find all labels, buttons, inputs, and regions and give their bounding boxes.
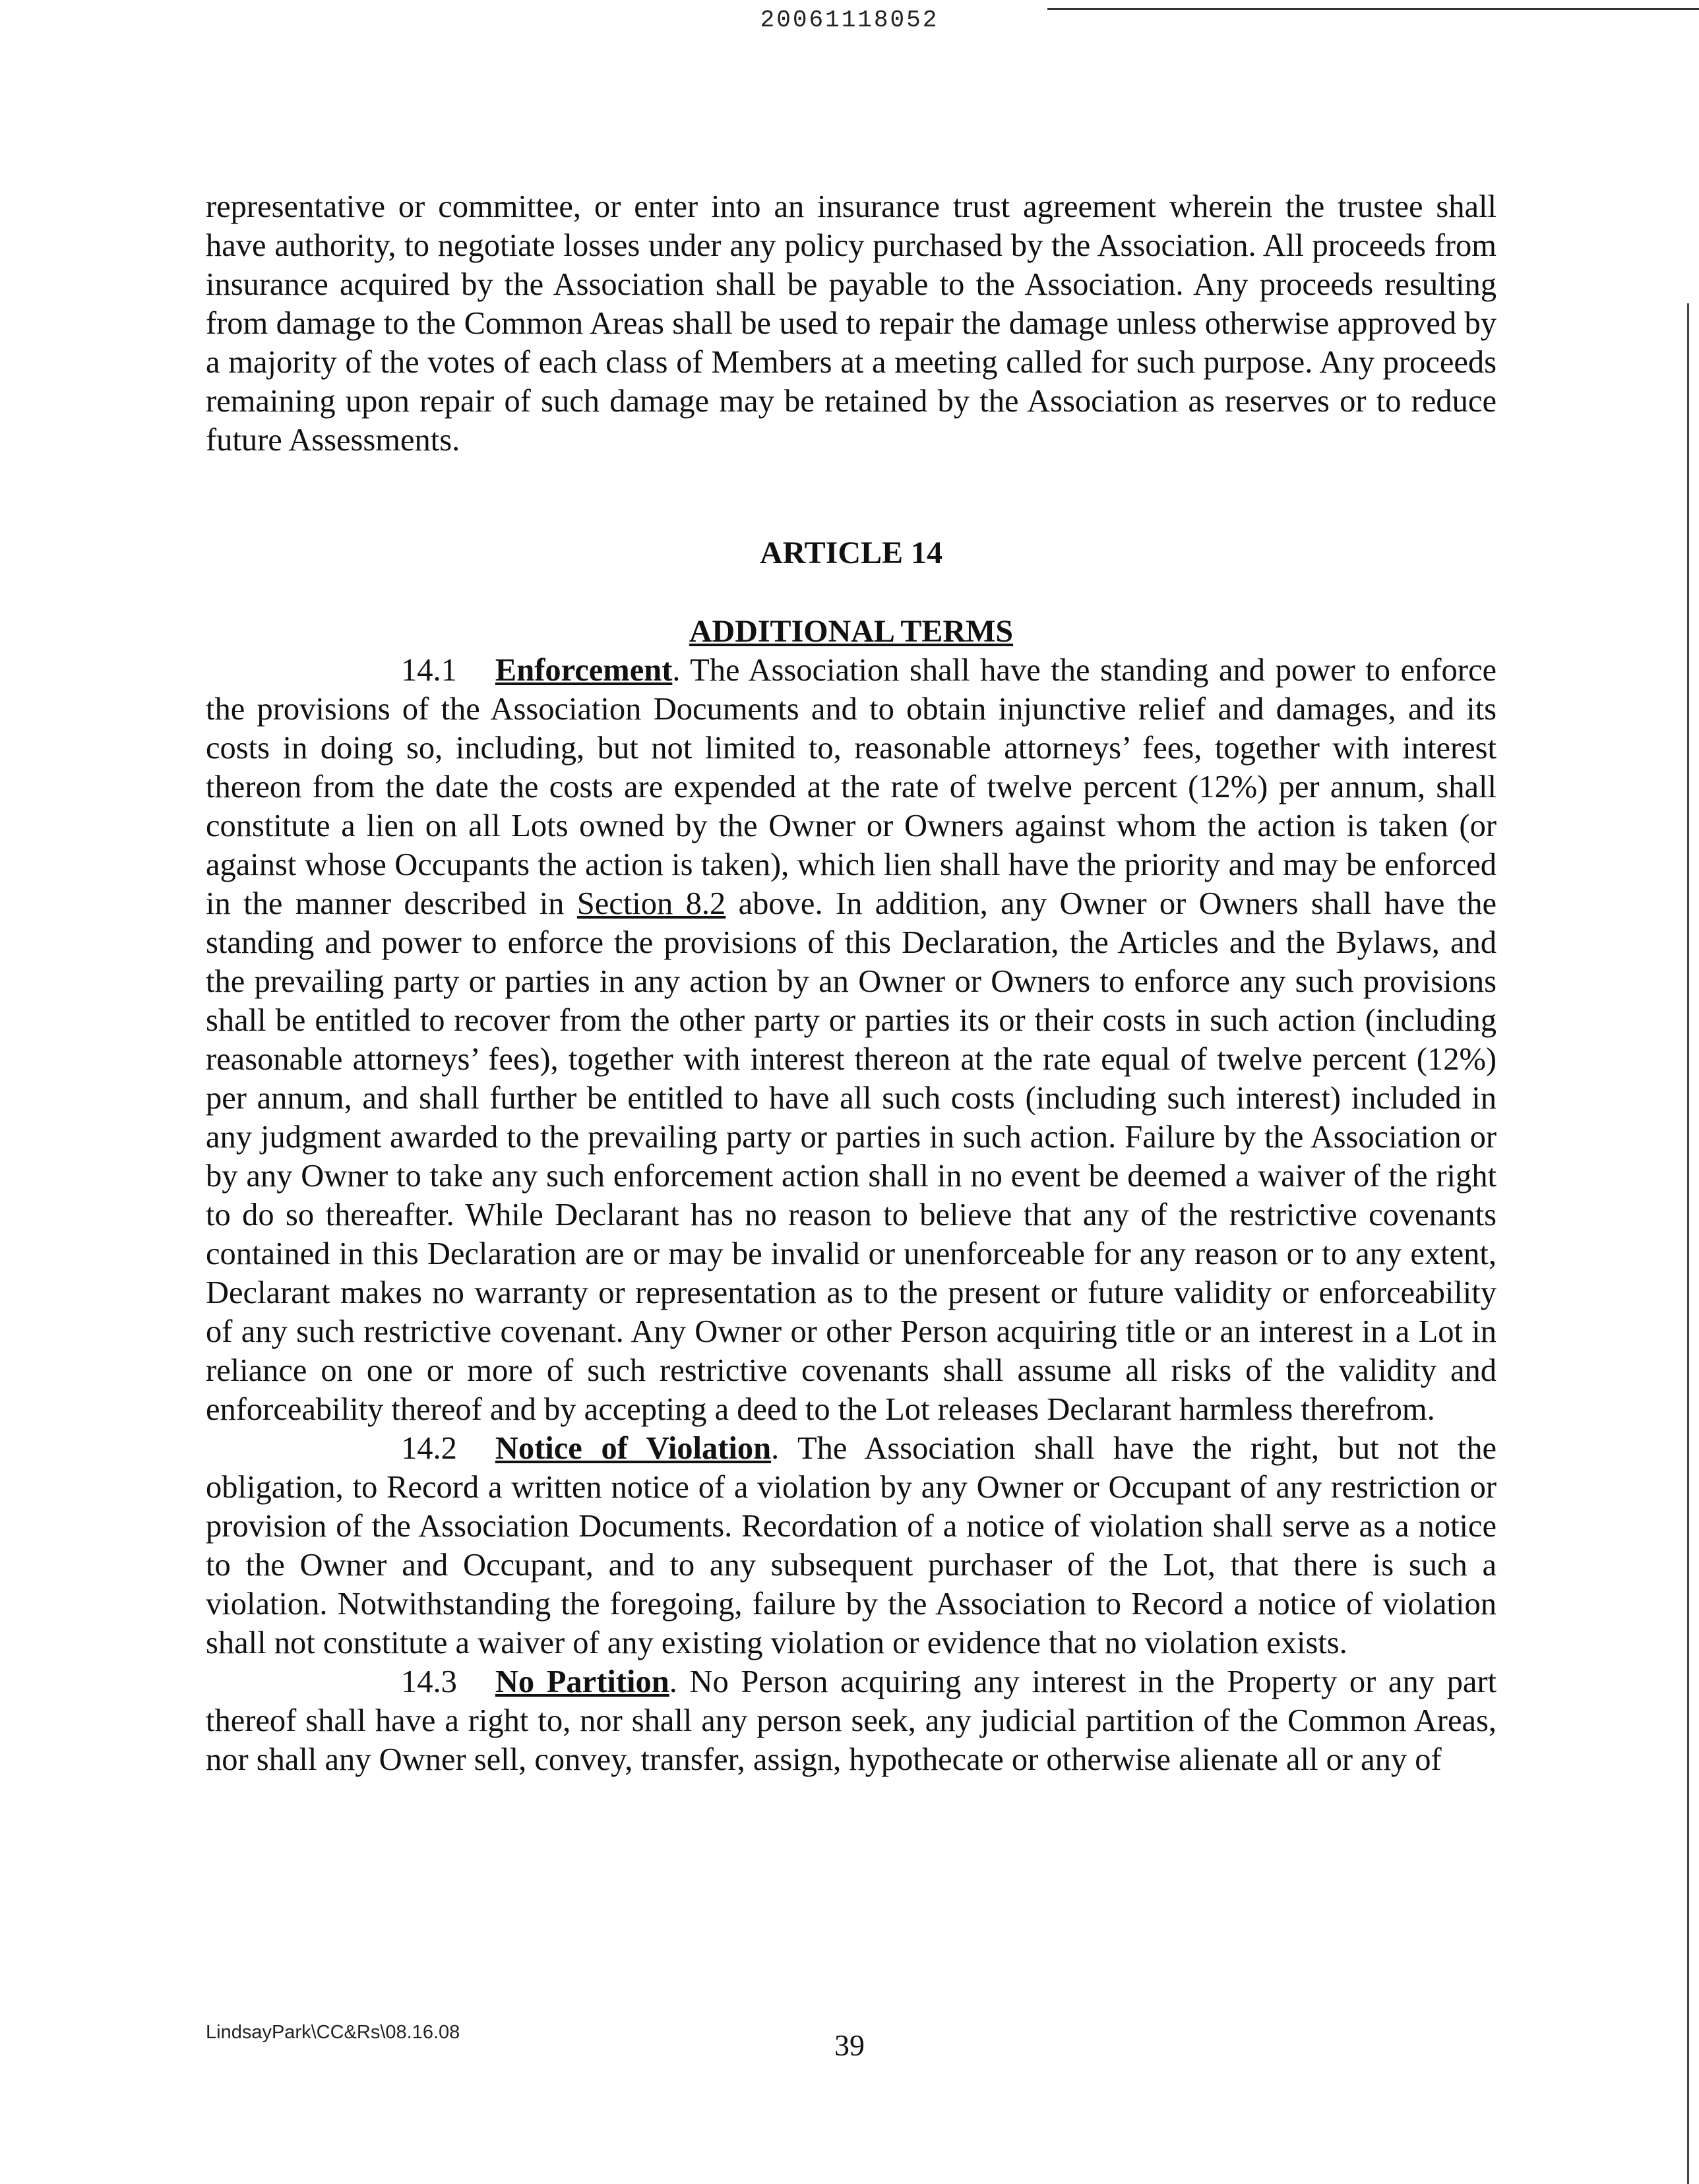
top-rule-line: [1047, 8, 1699, 10]
section-14-2: 14.2 Notice of Violation. The Association shall have the right, but not the obligation, to Record a written notice of a violation by any Owner or Occupant of any restriction or provision of the Association Documents. Recordation of a notice of violation shall serve as a notice to the Owner and Occupant, and to any subsequent purchaser of the Lot, that there is such a violation. Notwithstanding the foregoing, failure by the Association to Record a notice of violation shall not constitute a waiver of any existing violation or evidence that no violation exists.: [206, 1429, 1497, 1662]
article-subtitle: ADDITIONAL TERMS: [689, 614, 1014, 649]
scan-edge-line: [1687, 303, 1689, 2184]
intro-paragraph: representative or committee, or enter into an insurance trust agreement wherein the trustee shall have authority, to negotiate losses under any policy purchased by the Association. All proceeds from insurance acquired by the Association shall be payable to the Association. Any proceeds resulting from damage to the Common Areas shall be used to repair the damage unless otherwise approved by a majority of the votes of each class of Members at a meeting called for such purpose. Any proceeds remaining upon repair of such damage may be retained by the Association as reserves or to reduce future Assessments.: [206, 189, 1497, 458]
footer-file-reference: LindsayPark\CC&Rs\08.16.08: [206, 2022, 460, 2043]
section-title: Notice of Violation: [495, 1431, 772, 1466]
section-text: The Association shall have the right, but not the obligation, to Record a written notice of a violation by any Owner or Occupant of any restriction or provision of the Association Documents. Recordation of a notice of violation shall serve as a notice to the Owner and Occupant, and to any subsequent purchaser of the Lot, that there is such a violation. Notwithstanding the foregoing, failure by the Association to Record a notice of violation shall not constitute a waiver of any existing violation or evidence that no violation exists.: [206, 1431, 1497, 1660]
article-title: ARTICLE 14: [759, 535, 943, 570]
section-text: The Association shall have the standing and power to enforce the provisions of the Association Documents and to obtain injunctive relief and damages, and its costs in doing so, including, but not limited to, reasonable attorneys’ fees, together with interest thereon from the date the costs are expended at the rate of twelve percent (12%) per annum, shall constitute a lien on all Lots owned by the Owner or Owners against whom the action is taken (or against whose Occupants the action is taken), which lien shall have the priority and may be enforced in the manner described in: [206, 653, 1497, 921]
section-title: Enforcement: [495, 653, 673, 688]
section-number: 14.2: [401, 1431, 457, 1466]
section-14-3: 14.3 No Partition. No Person acquiring any interest in the Property or any part thereof shall have a right to, nor shall any person seek, any judicial partition of the Common Areas, nor shall any Owner sell, convey, transfer, assign, hypothecate or otherwise alienate all or any of: [206, 1662, 1497, 1779]
section-title: No Partition: [495, 1664, 669, 1699]
section-text: No Person acquiring any interest in the Property or any part thereof shall have a right to, nor shall any person seek, any judicial partition of the Common Areas, nor shall any Owner sell, convey, transfer, assign, hypothecate or otherwise alienate all or any of: [206, 1664, 1497, 1777]
section-reference-link: Section 8.2: [576, 886, 726, 921]
page-number: 39: [834, 2028, 865, 2062]
section-14-1: 14.1 Enforcement. The Association shall have the standing and power to enforce the provisions of the Association Documents and to obtain injunctive relief and damages, and its costs in doing so, including, but not limited to, reasonable attorneys’ fees, together with interest thereon from the date the costs are expended at the rate of twelve percent (12%) per annum, shall constitute a lien on all Lots owned by the Owner or Owners against whom the action is taken (or against whose Occupants the action is taken), which lien shall have the priority and may be enforced in the manner described in Section 8.2 above. In addition, any Owner or Owners shall have the standing and power to enforce the provisions of this Declaration, the Articles and the Bylaws, and the prevailing party or parties in any action by an Owner or Owners to enforce any such provisions shall be entitled to recover from the other party or parties its or their costs in such action (including reasonable attorneys’ fees), together with interest thereon at the rate equal of twelve percent (12%) per annum, and shall further be entitled to have all such costs (including such interest) included in any judgment awarded to the prevailing party or parties in such action. Failure by the Association or by any Owner to take any such enforcement action shall in no event be deemed a waiver of the right to do so thereafter. While Declarant has no reason to believe that any of the restrictive covenants contained in this Declaration are or may be invalid or unenforceable for any reason or to any extent, Declarant makes no warranty or representation as to the present or future validity or enforceability of any such restrictive covenant. Any Owner or other Person acquiring title or an interest in a Lot in reliance on one or more of such restrictive covenants shall assume all risks of the validity and enforceability thereof and by accepting a deed to the Lot releases Declarant harmless therefrom.: [206, 651, 1497, 1429]
section-number: 14.1: [401, 653, 457, 688]
section-number: 14.3: [401, 1664, 457, 1699]
page-body: [206, 187, 1497, 1779]
section-text-continued: above. In addition, any Owner or Owners shall have the standing and power to enforce the provisions of this Declaration, the Articles and the Bylaws, and the prevailing party or parties in any action by an Owner or Owners to enforce any such provisions shall be entitled to recover from the other party or parties its or their costs in such action (including reasonable attorneys’ fees), together with interest thereon at the rate equal of twelve percent (12%) per annum, and shall further be entitled to have all such costs (including such interest) included in any judgment awarded to the prevailing party or parties in such action. Failure by the Association or by any Owner to take any such enforcement action shall in no event be deemed a waiver of the right to do so thereafter. While Declarant has no reason to believe that any of the restrictive covenants contained in this Declaration are or may be invalid or unenforceable for any reason or to any extent, Declarant makes no warranty or representation as to the present or future validity or enforceability of any such restrictive covenant. Any Owner or other Person acquiring title or an interest in a Lot in reliance on one or more of such restrictive covenants shall assume all risks of the validity and enforceability thereof and by accepting a deed to the Lot releases Declarant harmless therefrom.: [206, 886, 1497, 1427]
recording-number: 20061118052: [760, 7, 939, 34]
